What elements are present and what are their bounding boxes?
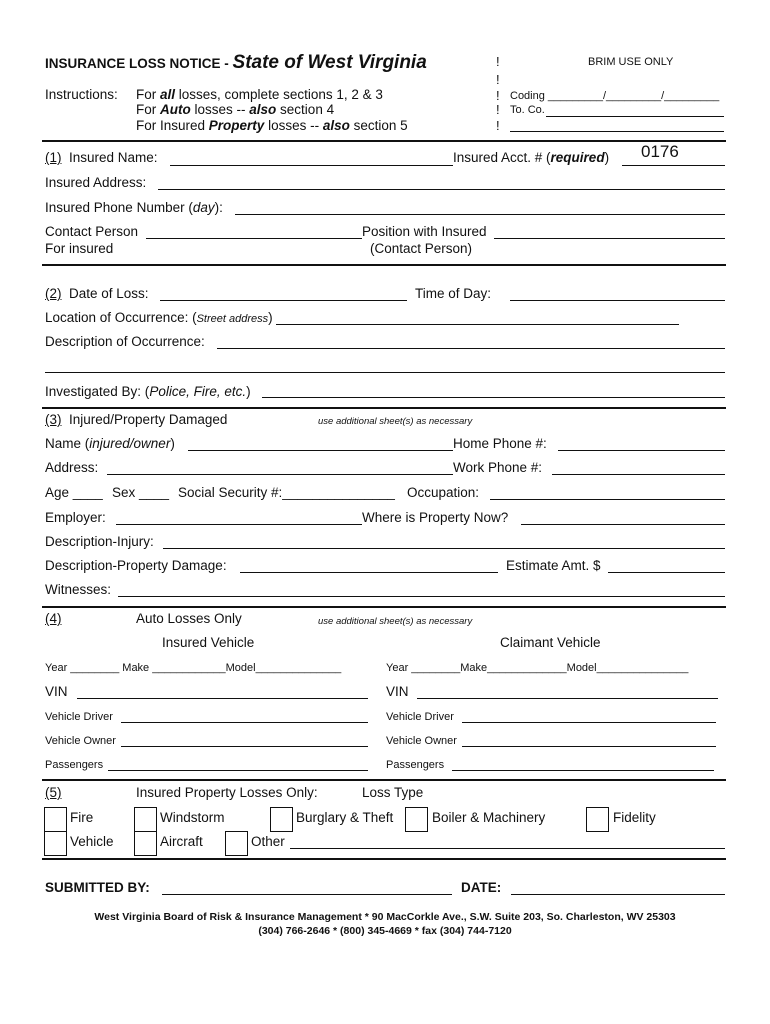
insured-owner-field[interactable] [121, 746, 368, 747]
text: Insured Phone Number ( [45, 200, 193, 215]
windstorm-checkbox[interactable] [134, 807, 157, 832]
insured-address-field[interactable] [158, 189, 725, 190]
text: For Insured [136, 118, 209, 133]
insured-year-make-model[interactable]: Year ________ Make ____________Model______________ [45, 662, 342, 674]
text-em: day [192, 200, 215, 215]
desc-property-field[interactable] [240, 572, 498, 573]
text-em: also [249, 102, 277, 117]
coding-blanks: _________/_________/_________ [547, 90, 720, 102]
insured-driver-label: Vehicle Driver [45, 711, 113, 723]
text: For [136, 102, 161, 117]
fidelity-checkbox[interactable] [586, 807, 609, 832]
burglary-checkbox[interactable] [270, 807, 293, 832]
text-em: also [322, 118, 350, 133]
insured-phone-field[interactable] [235, 214, 725, 215]
insured-passengers-label: Passengers [45, 759, 104, 771]
estimate-field[interactable] [608, 572, 725, 573]
text: Insured Acct. # ( [453, 150, 551, 165]
text: For [136, 87, 161, 102]
name-owner-label [45, 436, 175, 451]
title-state: State of West Virginia [232, 52, 427, 73]
footer-phones: (304) 766-2646 * (800) 345-4669 * fax (304) 744-7120 [258, 925, 512, 937]
home-phone-label: Home Phone #: [453, 436, 547, 451]
date-field[interactable] [511, 894, 725, 895]
estimate-label: Estimate Amt. $ [506, 558, 601, 573]
section-4-heading: Auto Losses Only [136, 611, 242, 626]
submitted-by-field[interactable] [162, 894, 452, 895]
desc-injury-label: Description-Injury: [45, 534, 154, 549]
desc-property-label: Description-Property Damage: [45, 558, 227, 573]
age-field[interactable]: Age ____ [45, 485, 103, 500]
to-co-line[interactable] [546, 116, 724, 117]
insured-acct-label [453, 150, 609, 165]
claimant-passengers-field[interactable] [452, 770, 714, 771]
submitted-by-label: SUBMITTED BY: [45, 880, 150, 895]
text: losses -- [190, 102, 250, 117]
insured-passengers-field[interactable] [108, 770, 368, 771]
work-phone-label: Work Phone #: [453, 460, 543, 475]
contact-person-paren: (Contact Person) [370, 241, 473, 256]
text: ) [170, 436, 175, 451]
claimant-year-make-model[interactable]: Year ________Make_____________Model_______________ [386, 662, 689, 674]
other-label: Other [251, 834, 285, 849]
where-property-field[interactable] [521, 524, 725, 525]
instruction-all [136, 87, 383, 102]
to-co-label: To. Co. [510, 104, 545, 116]
title-prefix: INSURANCE LOSS NOTICE - [45, 56, 233, 71]
employer-field[interactable] [116, 524, 362, 525]
section-5-heading: Insured Property Losses Only: [136, 785, 318, 800]
witnesses-label: Witnesses: [45, 582, 112, 597]
section-5-number: (5) [45, 785, 62, 800]
vehicle-checkbox[interactable] [44, 831, 67, 856]
divider-4 [42, 779, 726, 781]
aircraft-label: Aircraft [160, 834, 203, 849]
sex-field[interactable]: Sex ____ [112, 485, 170, 500]
description-label: Description of Occurrence: [45, 334, 205, 349]
claimant-passengers-label: Passengers [386, 759, 445, 771]
windstorm-label: Windstorm [160, 810, 225, 825]
text: losses, complete sections 1, 2 & 3 [175, 87, 383, 102]
claimant-owner-label: Vehicle Owner [386, 735, 457, 747]
text: section 5 [349, 118, 408, 133]
claimant-vin-label: VIN [386, 684, 409, 699]
text: ) [604, 150, 610, 165]
claimant-owner-field[interactable] [462, 746, 716, 747]
position-label: Position with Insured [362, 224, 487, 239]
brim-use-only: BRIM USE ONLY [588, 56, 674, 68]
brim-bang-2: ! [496, 72, 500, 87]
date-label: DATE: [461, 880, 502, 895]
location-field[interactable] [276, 324, 679, 325]
employer-label: Employer: [45, 510, 106, 525]
loss-type-label: Loss Type [362, 785, 424, 800]
other-field[interactable] [290, 848, 725, 849]
time-of-day-field[interactable] [510, 300, 725, 301]
section-4-note: use additional sheet(s) as necessary [318, 616, 473, 627]
home-phone-field[interactable] [558, 450, 725, 451]
divider-1 [42, 264, 726, 266]
address-label: Address: [45, 460, 99, 475]
description-field[interactable] [217, 348, 725, 349]
text-em: Property [208, 118, 265, 133]
divider-top [42, 140, 726, 142]
text: ) [268, 310, 273, 325]
brim-bang-4: ! [496, 102, 500, 117]
insured-vehicle-heading: Insured Vehicle [162, 635, 255, 650]
boiler-checkbox[interactable] [405, 807, 428, 832]
text: Date of Loss: [69, 286, 149, 301]
fire-label: Fire [70, 810, 94, 825]
text: Location of Occurrence: ( [45, 310, 197, 325]
form-title [45, 52, 427, 74]
text: ) [246, 384, 251, 399]
instruction-auto [136, 102, 334, 117]
insured-owner-label: Vehicle Owner [45, 735, 116, 747]
divider-3 [42, 606, 726, 608]
date-of-loss-field[interactable] [160, 300, 407, 301]
text: Name ( [45, 436, 90, 451]
text-em: all [160, 87, 176, 102]
section-3-note: use additional sheet(s) as necessary [318, 416, 473, 427]
text: Insured Name: [69, 150, 158, 165]
occupation-field[interactable] [490, 499, 725, 500]
section-3-heading [45, 412, 227, 427]
coding-label: Coding [510, 90, 545, 102]
other-checkbox[interactable] [225, 831, 248, 856]
occupation-label: Occupation: [407, 485, 480, 500]
divider-2 [42, 407, 726, 409]
location-label [45, 310, 273, 325]
claimant-driver-label: Vehicle Driver [386, 711, 454, 723]
insured-name-field[interactable] [170, 165, 453, 166]
text: losses -- [264, 118, 323, 133]
description-field-2[interactable] [45, 372, 725, 373]
divider-5 [42, 858, 726, 860]
contact-person-field[interactable] [146, 238, 362, 239]
insured-acct-value[interactable]: 0176 [641, 142, 679, 161]
brim-bang-5: ! [496, 118, 500, 133]
footer-address: West Virginia Board of Risk & Insurance Management * 90 MacCorkle Ave., S.W. Suite 203, So. Charleston, WV 25303 [94, 911, 676, 923]
date-of-loss-label [45, 286, 149, 301]
witnesses-field[interactable] [118, 596, 725, 597]
instructions-label: Instructions: [45, 87, 118, 102]
text-em: Police, Fire, etc. [149, 384, 247, 399]
position-field[interactable] [494, 238, 725, 239]
section-2-number: (2) [45, 286, 62, 301]
fire-checkbox[interactable] [44, 807, 67, 832]
coding-field[interactable] [510, 90, 719, 102]
fidelity-label: Fidelity [613, 810, 656, 825]
section-4-number: (4) [45, 611, 62, 626]
burglary-label: Burglary & Theft [296, 810, 394, 825]
investigated-field[interactable] [262, 397, 725, 398]
insured-driver-field[interactable] [121, 722, 368, 723]
name-owner-field[interactable] [188, 450, 453, 451]
contact-person-label: Contact Person [45, 224, 139, 239]
instruction-property [136, 118, 408, 133]
text: ): [214, 200, 223, 215]
claimant-vin-field[interactable] [417, 698, 718, 699]
work-phone-field[interactable] [552, 474, 725, 475]
text-em: required [550, 150, 605, 165]
brim-extra-line[interactable] [510, 131, 724, 132]
for-insured-label: For insured [45, 241, 114, 256]
brim-bang-3: ! [496, 88, 500, 103]
text-em: Auto [160, 102, 191, 117]
insured-acct-field[interactable] [622, 165, 725, 166]
ssn-field[interactable]: Social Security #:_______________ [178, 485, 395, 500]
section-3-number: (3) [45, 412, 62, 427]
boiler-label: Boiler & Machinery [432, 810, 546, 825]
investigated-label [45, 384, 251, 399]
desc-injury-field[interactable] [163, 548, 725, 549]
time-of-day-label: Time of Day: [415, 286, 492, 301]
address-field[interactable] [107, 474, 453, 475]
where-property-label: Where is Property Now? [362, 510, 509, 525]
brim-bang-1: ! [496, 54, 500, 69]
section-1-number: (1) [45, 150, 62, 165]
vehicle-label: Vehicle [70, 834, 114, 849]
text: Investigated By: ( [45, 384, 150, 399]
insured-name-label [45, 150, 158, 165]
text-em: Street address [196, 313, 269, 325]
text-em: injured/owner [89, 436, 171, 451]
text: Injured/Property Damaged [69, 412, 228, 427]
insured-vin-label: VIN [45, 684, 68, 699]
aircraft-checkbox[interactable] [134, 831, 157, 856]
claimant-vehicle-heading: Claimant Vehicle [500, 635, 601, 650]
claimant-driver-field[interactable] [462, 722, 716, 723]
insured-address-label: Insured Address: [45, 175, 147, 190]
insured-phone-label [45, 200, 223, 215]
text: section 4 [276, 102, 335, 117]
insured-vin-field[interactable] [77, 698, 368, 699]
